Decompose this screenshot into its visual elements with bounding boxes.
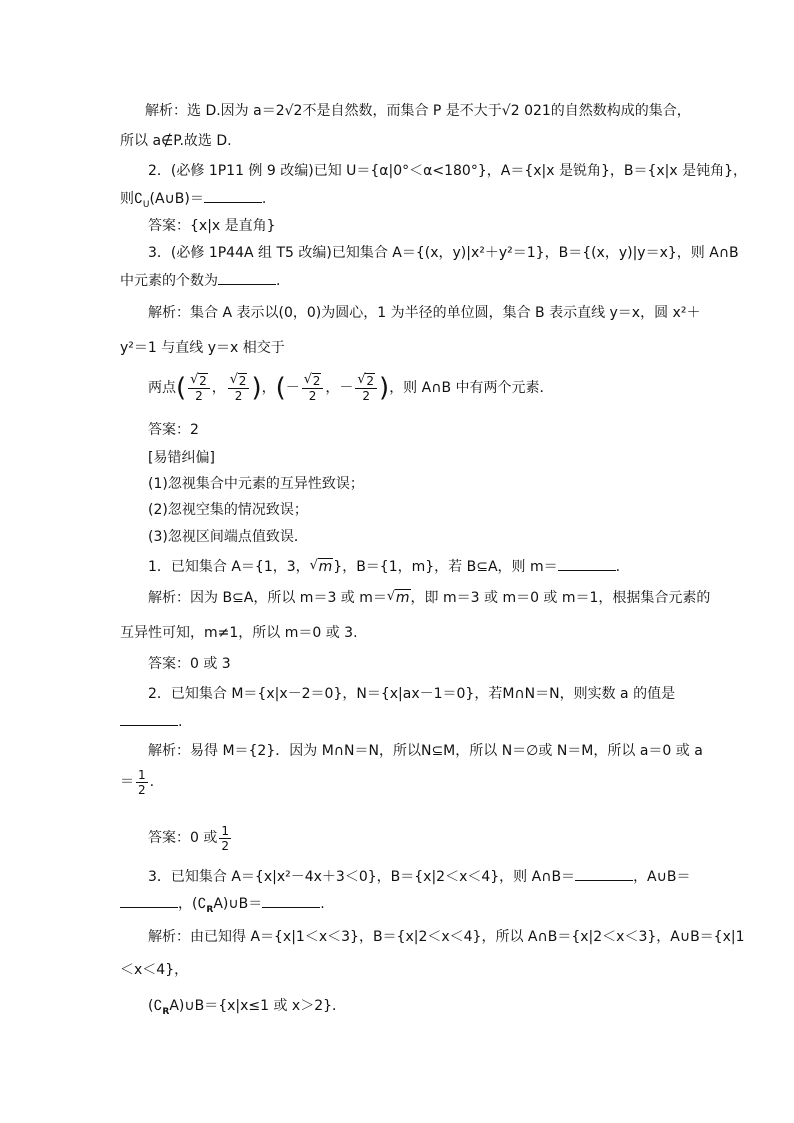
answer-blank[interactable] bbox=[558, 556, 616, 571]
text: . bbox=[320, 896, 325, 912]
text-line bbox=[120, 270, 280, 291]
text: . bbox=[149, 774, 155, 790]
text-line: 所以 a∉P.故选 D. bbox=[120, 133, 232, 149]
text: (A∪B)＝ bbox=[149, 191, 204, 207]
text-line bbox=[120, 188, 266, 215]
section-heading: [易错纠偏] bbox=[148, 450, 215, 466]
text: 两点 bbox=[148, 380, 176, 396]
answer-blank[interactable] bbox=[120, 893, 178, 908]
answer-blank[interactable] bbox=[218, 270, 276, 285]
answer-blank[interactable] bbox=[262, 893, 320, 908]
text-line: (3)忽视区间端点值致误． bbox=[148, 529, 308, 545]
sqrt: √ m bbox=[387, 588, 411, 608]
text-line bbox=[148, 368, 554, 408]
text-line bbox=[148, 556, 620, 577]
text-line: 2．(必修 1P11 例 9 改编)已知 U＝{α|0°＜α<180°}，A＝{x|x 是锐角}，B＝{x|x 是钝角}， bbox=[148, 163, 748, 179]
subscript: R bbox=[206, 904, 214, 915]
answer-blank[interactable] bbox=[204, 188, 262, 203]
fraction: $\frac{1}{2}$ bbox=[138, 767, 146, 797]
text: A)∪B＝ bbox=[213, 896, 263, 912]
fraction: √ $\frac{2}{2}$ bbox=[188, 374, 210, 403]
answer-blank[interactable] bbox=[120, 711, 178, 726]
text-line bbox=[120, 711, 182, 732]
text: ＝ bbox=[120, 774, 134, 790]
text: . bbox=[261, 191, 267, 207]
paren: ) bbox=[379, 373, 390, 403]
text: 中元素的个数为 bbox=[120, 273, 218, 289]
text: (∁ bbox=[148, 998, 163, 1014]
minus: － bbox=[339, 380, 354, 396]
text: 则∁ bbox=[120, 191, 143, 207]
text: 解析：因为 B⊆A，所以 m＝3 或 m＝ bbox=[148, 590, 387, 606]
comma: ， bbox=[211, 380, 226, 396]
text: 1．已知集合 A＝{1，3， bbox=[148, 559, 310, 575]
fraction: √ $\frac{2}{2}$ bbox=[302, 374, 324, 403]
text: ，(∁ bbox=[178, 896, 207, 912]
text: A)∪B＝{x|x≤1 或 x＞2}． bbox=[169, 998, 347, 1014]
fraction: √ $\frac{2}{2}$ bbox=[228, 374, 250, 403]
paren: ( bbox=[176, 373, 187, 403]
text: ，A∪B＝ bbox=[633, 869, 691, 885]
text: }，B＝{1，m}，若 B⊆A，则 m＝ bbox=[333, 559, 558, 575]
text: . bbox=[178, 714, 183, 730]
comma: ， bbox=[325, 380, 340, 396]
text-line: (1)忽视集合中元素的互异性致误； bbox=[148, 476, 364, 492]
subscript: R bbox=[162, 1006, 170, 1017]
text: . bbox=[615, 559, 621, 575]
text-line: 解析：易得 M＝{2}．因为 M∩N＝N，所以N⊆M，所以 N＝∅或 N＝M，所以 a＝0 或 a bbox=[148, 743, 703, 759]
text-line bbox=[120, 893, 325, 920]
comma: ， bbox=[261, 380, 276, 396]
text-line: 2．已知集合 M＝{x|x－2＝0}，N＝{x|ax－1＝0}，若M∩N＝N，则实数 a 的值是 bbox=[148, 686, 676, 702]
text-line: 3．(必修 1P44A 组 T5 改编)已知集合 A＝{(x，y)|x²＋y²＝1}，B＝{(x，y)|y＝x}，则 A∩B bbox=[148, 245, 739, 261]
fraction: √ $\frac{2}{2}$ bbox=[355, 374, 377, 403]
text: 3．已知集合 A＝{x|x²－4x＋3＜0}，B＝{x|2＜x＜4}，则 A∩B＝ bbox=[148, 869, 576, 885]
answer-line: 答案：2 bbox=[148, 422, 199, 438]
text-line bbox=[120, 764, 154, 800]
text: ，即 m＝3 或 m＝0 或 m＝1，根据集合元素的 bbox=[410, 590, 711, 606]
fraction: $\frac{1}{2}$ bbox=[221, 823, 229, 853]
text-line: 解析：集合 A 表示以(0，0)为圆心，1 为半径的单位圆，集合 B 表示直线 y＝x，圆 x²＋ bbox=[148, 305, 701, 321]
minus: － bbox=[285, 380, 300, 396]
answer-blank[interactable] bbox=[575, 866, 633, 881]
text-line: ＜x＜4}， bbox=[120, 962, 189, 978]
answer-line: 答案：0 或 3 bbox=[148, 656, 231, 672]
text-line bbox=[148, 588, 710, 608]
sqrt: √ m bbox=[310, 557, 334, 577]
subscript: U bbox=[142, 199, 150, 210]
paren: ) bbox=[251, 373, 262, 403]
text: . bbox=[276, 273, 281, 289]
text-line: (2)忽视空集的情况致误； bbox=[148, 502, 308, 518]
answer-line bbox=[148, 820, 233, 856]
text-line: 解析：由已知得 A＝{x|1＜x＜3}，B＝{x|2＜x＜4}，所以 A∩B＝{x|2＜x＜3}，A∪B＝{x|1 bbox=[148, 929, 745, 945]
text-line bbox=[148, 996, 346, 1022]
text-line bbox=[148, 866, 691, 887]
text-line: y²＝1 与直线 y＝x 相交于 bbox=[120, 340, 285, 356]
text: ，则 A∩B 中有两个元素． bbox=[389, 380, 554, 396]
text-line: 互异性可知，m≠1，所以 m＝0 或 3. bbox=[120, 625, 358, 641]
text-line: 解析：选 D.因为 a＝2√2不是自然数，而集合 P 是不大于√2 021的自然数构成的集合， bbox=[145, 103, 691, 119]
text: 答案：0 或 bbox=[148, 830, 218, 846]
paren: ( bbox=[275, 373, 286, 403]
answer-line: 答案：{x|x 是直角} bbox=[148, 218, 276, 234]
